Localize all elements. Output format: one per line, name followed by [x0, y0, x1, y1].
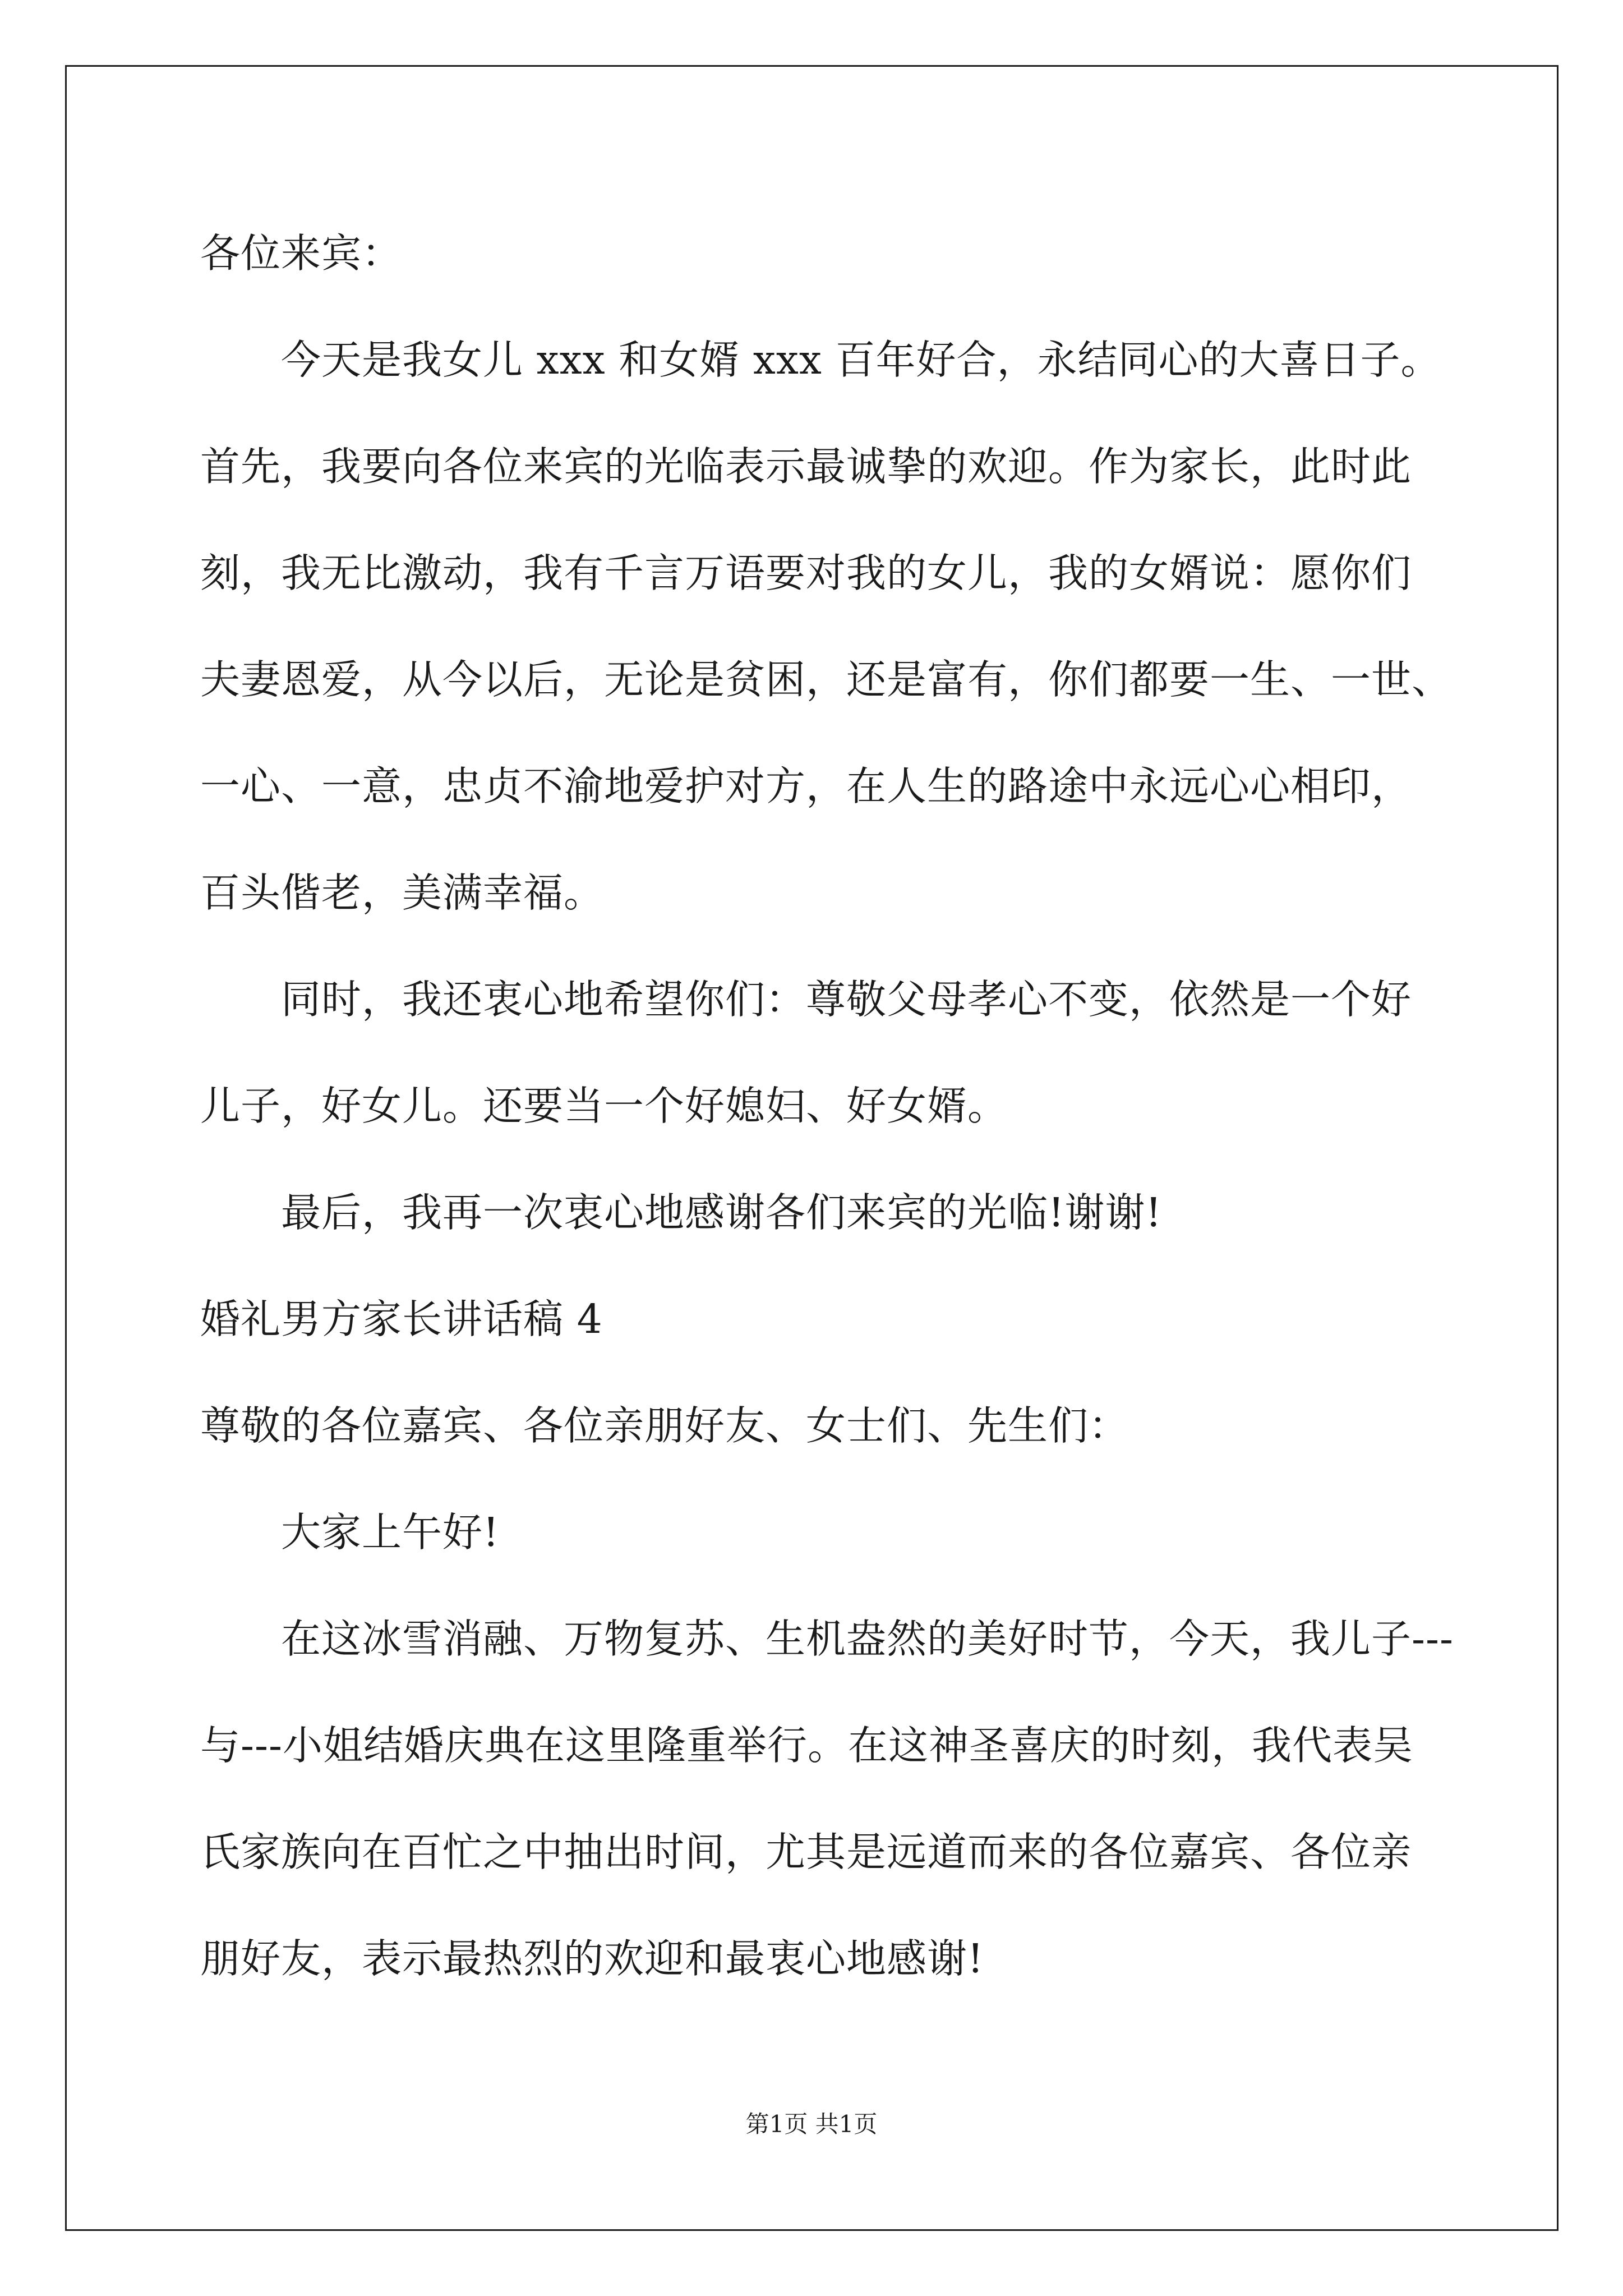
greeting-line: 大家上午好!: [281, 1509, 500, 1556]
paragraph-line: 氏家族向在百忙之中抽出时间，尤其是远道而来的各位嘉宾、各位亲: [200, 1829, 1412, 1875]
salutation: 各位来宾：: [200, 230, 403, 277]
paragraph-line: 今天是我女儿 xxx 和女婿 xxx 百年好合，永结同心的大喜日子。: [281, 337, 1441, 383]
paragraph-line: 一心、一意，忠贞不渝地爱护对方，在人生的路途中永远心心相印，: [200, 763, 1412, 809]
paragraph-line: 最后，我再一次衷心地感谢各们来宾的光临!谢谢!: [281, 1189, 1163, 1236]
paragraph-line: 刻，我无比激动，我有千言万语要对我的女儿，我的女婿说：愿你们: [200, 550, 1412, 596]
paragraph-line: 同时，我还衷心地希望你们：尊敬父母孝心不变，依然是一个好: [281, 976, 1412, 1023]
paragraph-line: 在这冰雪消融、万物复苏、生机盎然的美好时节，今天，我儿子---: [281, 1616, 1454, 1662]
paragraph-line: 与---小姐结婚庆典在这里隆重举行。在这神圣喜庆的时刻，我代表吴: [200, 1722, 1413, 1769]
paragraph-line: 百头偕老，美满幸福。: [200, 869, 605, 916]
page-footer: 第1页 共1页: [745, 2110, 878, 2138]
paragraph-line: 儿子，好女儿。还要当一个好媳妇、好女婿。: [200, 1083, 1008, 1129]
salutation: 尊敬的各位嘉宾、各位亲朋好友、女士们、先生们：: [200, 1402, 1129, 1449]
paragraph-line: 夫妻恩爱，从今以后，无论是贫困，还是富有，你们都要一生、一世、: [200, 656, 1453, 703]
section-heading: 婚礼男方家长讲话稿 4: [200, 1296, 603, 1342]
page-border: [65, 65, 1559, 2231]
paragraph-line: 朋好友，表示最热烈的欢迎和最衷心地感谢!: [200, 1935, 984, 1982]
paragraph-line: 首先，我要向各位来宾的光临表示最诚挚的欢迎。作为家长，此时此: [200, 443, 1412, 490]
